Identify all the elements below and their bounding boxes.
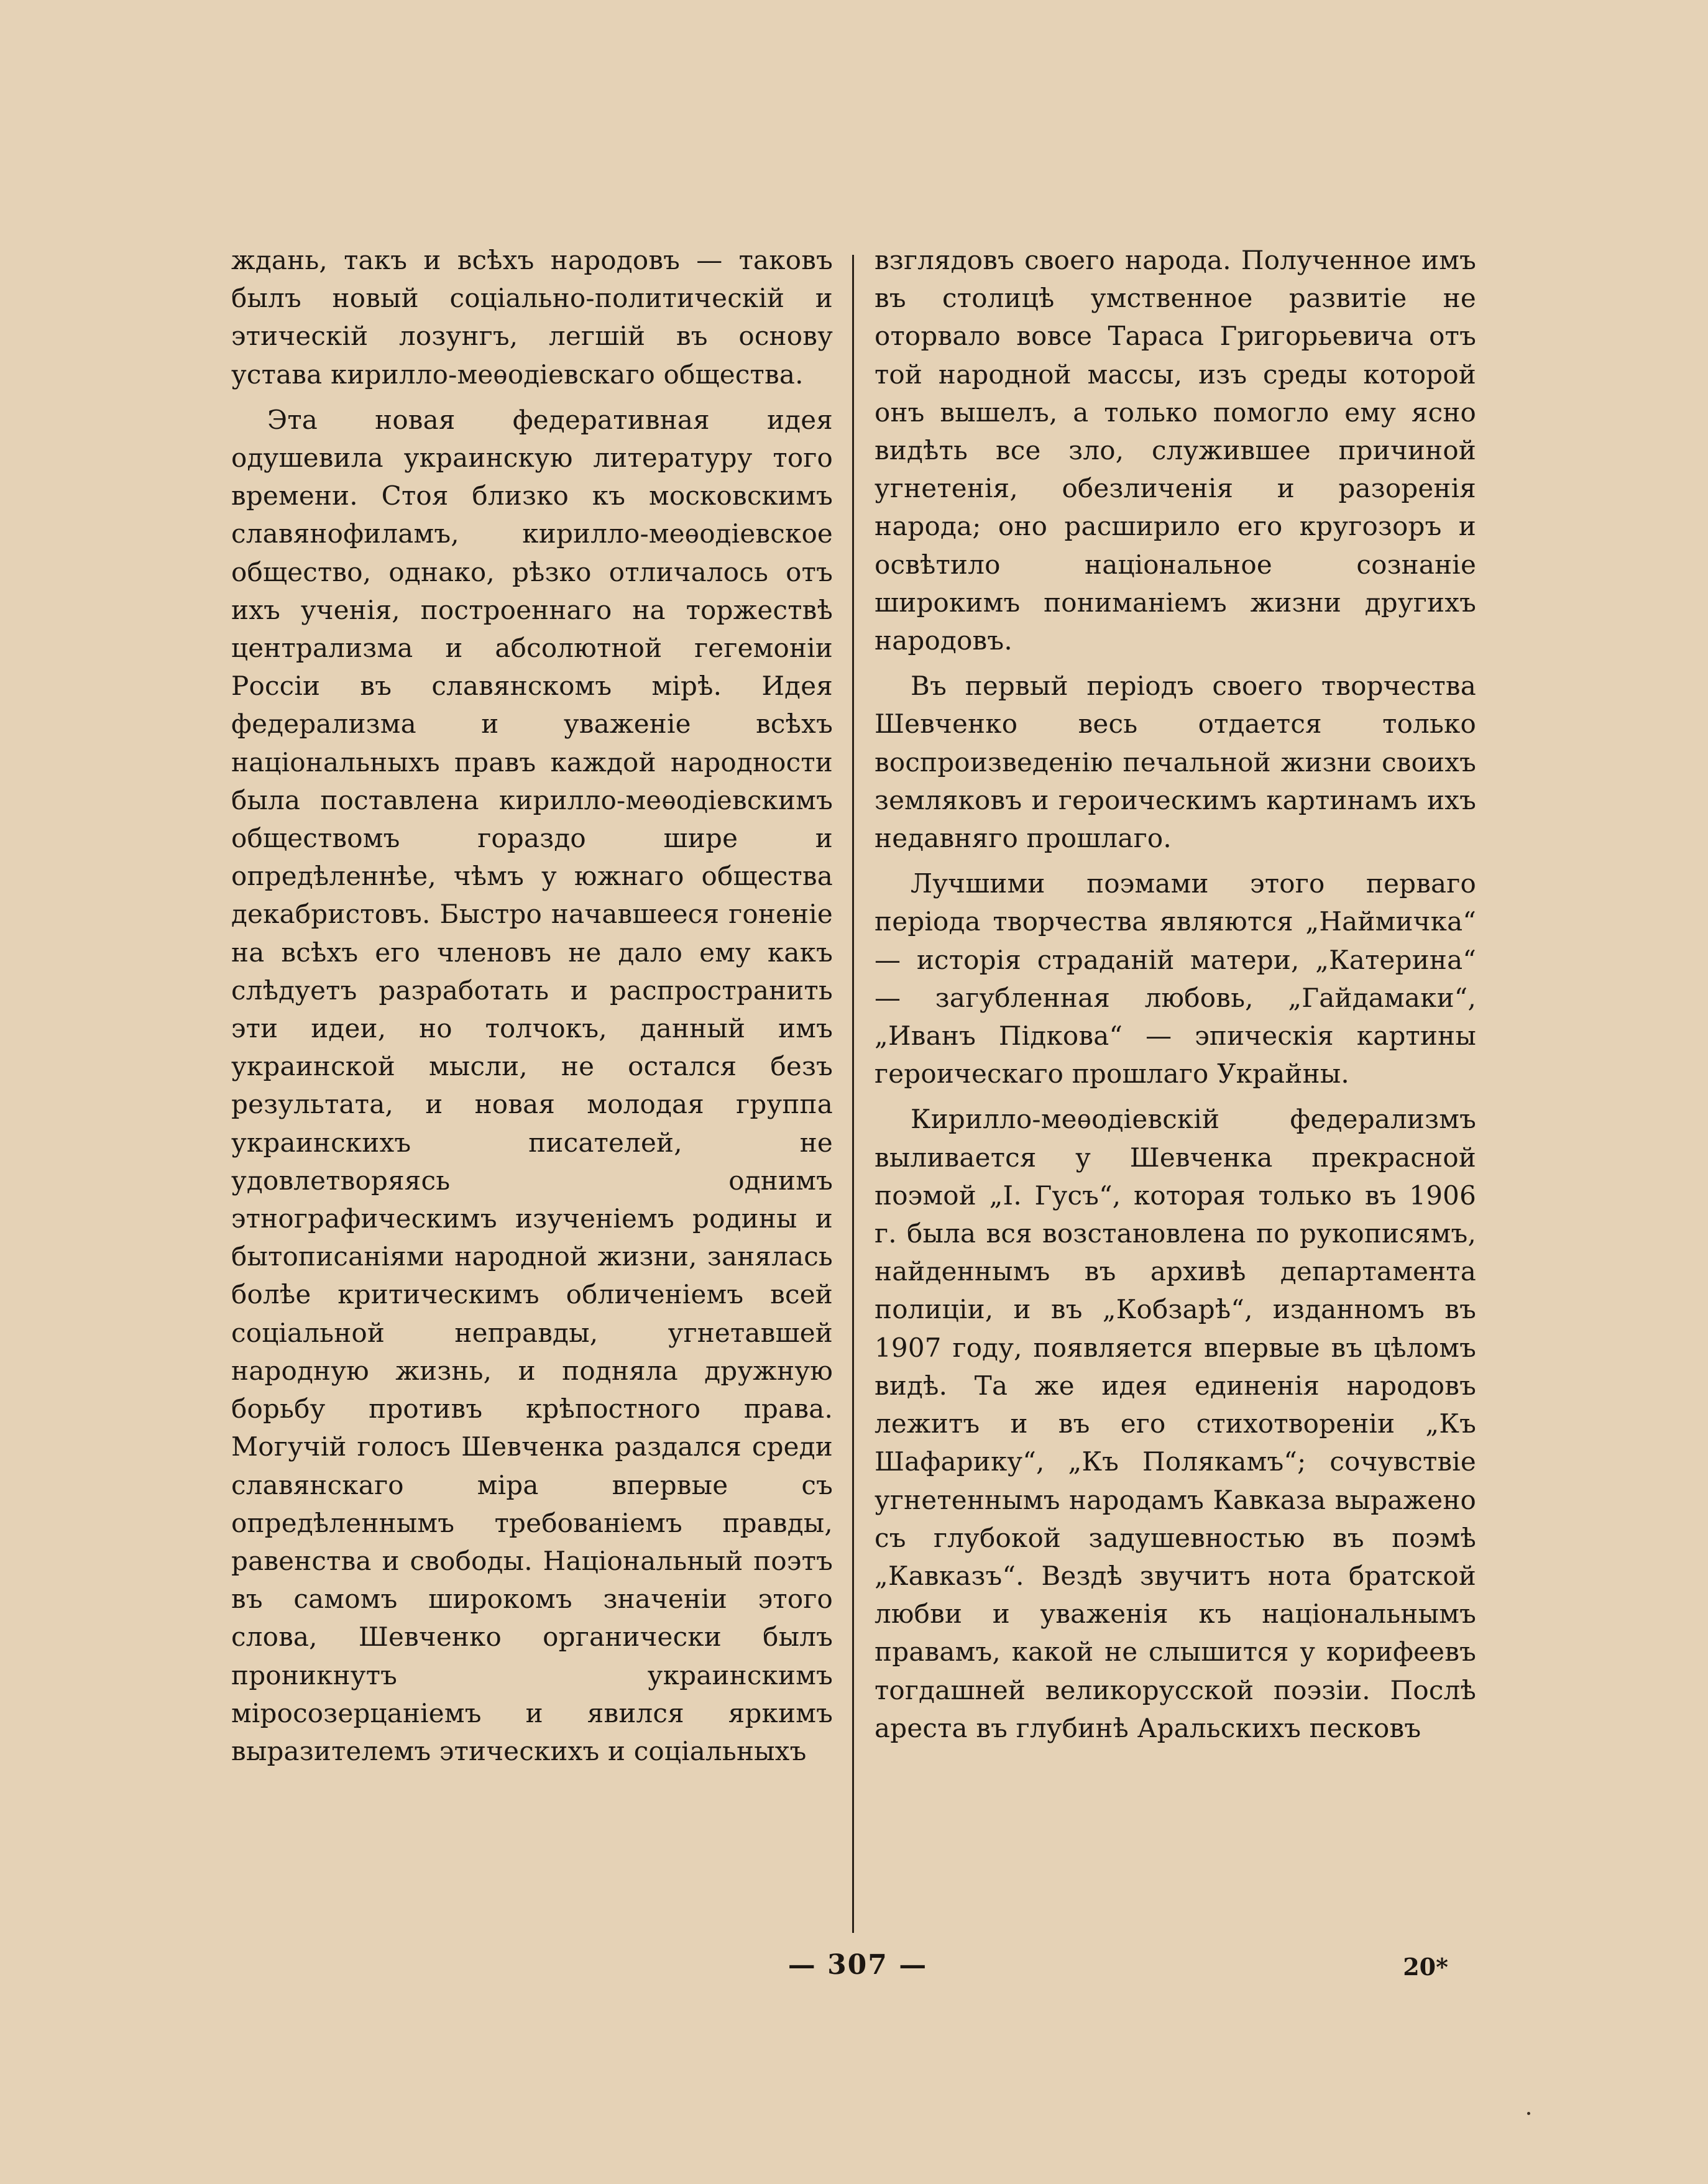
page-number: — 307 — — [787, 1949, 928, 1981]
right-paragraph-4: Кирилло-меѳодіевскій федерализмъ выливается у Шевченка прекрасной поэмой „І. Гусъ“, которая только въ 1906 г. была вся возстановлена по рукописямъ, найденнымъ въ архивѣ департамента полиціи, и въ „Кобзарѣ“, изданномъ въ 1907 году, появляется впервые въ цѣломъ видѣ. Та же идея единенія народовъ лежитъ и въ его стихотвореніи „Къ Шафарику“, „Къ Полякамъ“; сочувствіе угнетеннымъ народамъ Кавказа выражено съ глубокой задушевностью въ поэмѣ „Кавказъ“. Вездѣ звучитъ нота братской любви и уваженія къ національнымъ правамъ, какой не слышится у корифеевъ тогдашней великорусской поэзіи. Послѣ ареста въ глубинѣ Аральскихъ песковъ — [875, 1104, 1476, 1743]
column-divider — [852, 255, 854, 1933]
right-text-column — [875, 241, 1476, 1747]
right-paragraph-1: взглядовъ своего народа. Полученное имъ въ столицѣ умственное развитіе не оторвало вовсе Тараса Григорьевича отъ той народной массы, изъ среды которой онъ вышелъ, а только помогло ему ясно видѣть все зло, служившее причиной угнетенія, обезличенія и разоренія народа; оно расширило его кругозоръ и освѣтило національное сознаніе широкимъ пониманіемъ жизни другихъ народовъ. — [875, 245, 1476, 656]
left-paragraph-2: Эта новая федеративная идея одушевила украинскую литературу того времени. Стоя близко къ московскимъ славянофиламъ, кирилло-меѳодіевское общество, однако, рѣзко отличалось отъ ихъ ученія, построеннаго на торжествѣ централизма и абсолютной гегемоніи Россіи въ славянскомъ мірѣ. Идея федерализма и уваженіе всѣхъ національныхъ правъ каждой народности была поставлена кирилло-меѳодіевскимъ обществомъ гораздо шире и опредѣленнѣе, чѣмъ у южнаго общества декабристовъ. Быстро начавшееся гоненіе на всѣхъ его членовъ не дало ему какъ слѣдуетъ разработать и распространить эти идеи, но толчокъ, данный имъ украинской мысли, не остался безъ результата, и новая молодая группа украинскихъ писателей, не удовлетворяясь однимъ этнографическимъ изученіемъ родины и бытописаніями народной жизни, занялась болѣе критическимъ обличеніемъ всей соціальной неправды, угнетавшей народную жизнь, и подняла дружную борьбу противъ крѣпостного права. Могучій голосъ Шевченка раздался среди славянскаго міра впервые съ опредѣленнымъ требованіемъ правды, равенства и свободы. Національный поэтъ въ самомъ широкомъ значеніи этого слова, Шевченко органически былъ проникнутъ украинскимъ міросозерцаніемъ и явился яркимъ выразителемъ этическихъ и соціальныхъ — [231, 404, 833, 1766]
signature-mark: 20* — [1403, 1953, 1448, 1981]
left-paragraph-1: ждань, такъ и всѣхъ народовъ — таковъ былъ новый соціально-политическій и этическій лозунгъ, легшій въ основу устава кирилло-меѳодіевскаго общества. — [231, 245, 833, 390]
paper-speck — [1527, 2112, 1530, 2115]
right-paragraph-3: Лучшими поэмами этого перваго періода творчества являются „Наймичка“ — исторія страданій матери, „Катерина“ — загубленная любовь, „Гайдамаки“, „Иванъ Підкова“ — эпическія картины героическаго прошлаго Украйны. — [875, 868, 1476, 1090]
left-text-column — [231, 241, 833, 1770]
right-paragraph-2: Въ первый періодъ своего творчества Шевченко весь отдается только воспроизведенію печальной жизни своихъ земляковъ и героическимъ картинамъ ихъ недавняго прошлаго. — [875, 671, 1476, 854]
